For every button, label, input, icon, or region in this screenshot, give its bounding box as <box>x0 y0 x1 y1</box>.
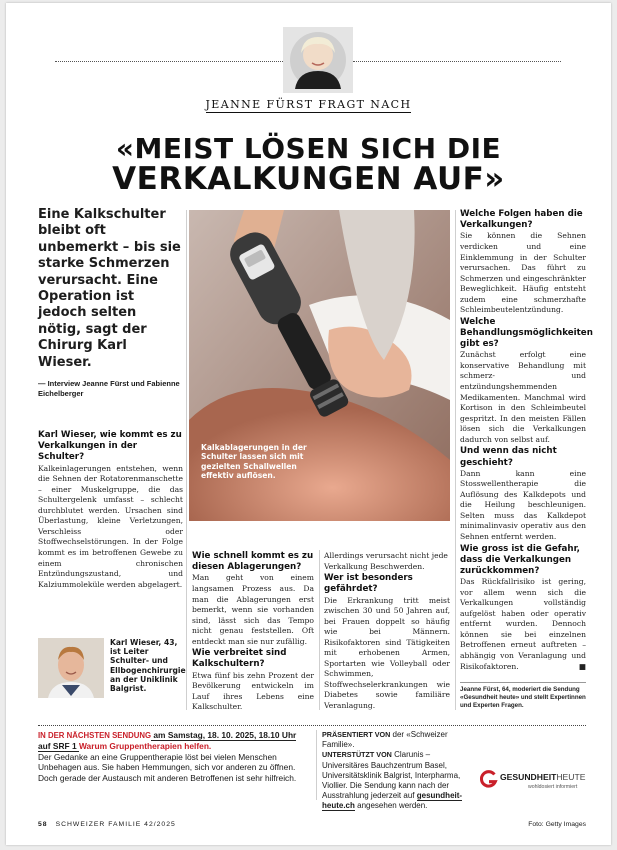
broadcast-topic: Warum Gruppentherapien helfen. <box>78 741 212 752</box>
column-divider <box>455 210 456 710</box>
question: Wie gross ist die Gefahr, dass die Verkalkungen zurückkommen? <box>460 543 580 576</box>
answer: Die Erkrankung tritt meist zwischen 30 und 50 Jahren auf, bei Frauen doppelt so häufig wie bei Männern. Risikofaktoren sind Tätigkeiten mit erhobenen Armen, Sportarten wie Volleyball oder Schwimmen, Stoffwechselerkrankungen wie Diabetes sowie familiäre Veranlagung. <box>324 595 450 710</box>
page-number: 58 <box>38 821 48 828</box>
photo-caption: Kalkablagerungen in der Schulter lassen sich mit gezielten Schallwellen effektiv auflösen. <box>201 443 307 481</box>
presented-by-value: der «Schweizer Familie». <box>322 730 448 750</box>
supported-by-value: Clarunis – Universitäres Bauchzentrum Basel, Universitätsklinik Balgrist, Interpharma, Viollier. Die Sendung kann nach der Ausstrahlung jederzeit auf <box>322 750 461 801</box>
logo-word-1: GESUNDHEIT <box>500 772 557 782</box>
answer: Man geht von einem langsamen Prozess aus. Da man die Ablagerungen erst bemerkt, wenn sie vorhanden sind, lässt sich das Tempo nicht genau feststellen. Oft entdeckt man sie nur zufällig. <box>192 573 314 646</box>
top-rule-right <box>353 61 561 62</box>
column-divider <box>319 550 320 710</box>
footer-divider <box>316 730 317 800</box>
photo-credit: Foto: Getty Images <box>528 821 586 828</box>
question: Und wenn das nicht geschieht? <box>460 446 557 468</box>
presented-by-label: PRÄSENTIERT VON <box>322 730 391 739</box>
logo-mark-icon <box>480 770 498 788</box>
bio-rule <box>460 682 586 683</box>
headline-line-1: «MEIST LÖSEN SICH DIE <box>115 132 502 165</box>
kicker: JEANNE FÜRST FRAGT NACH <box>205 98 412 111</box>
answer: Dann kann eine Stosswellentherapie die Auflösung des Kalkdepots und die Heilung beschleunigen. Selten muss das Kalkdepot minimalinvasiv operativ aus den Sehnen entfernt werden. <box>460 468 586 541</box>
column-divider <box>186 210 187 710</box>
lead-text: Eine Kalkschulter bleibt oft unbemerkt – bis sie starke Schmerzen verursacht. Eine Operation ist jedoch selten nötig, sagt der Chirurg Karl Wieser. <box>38 207 181 370</box>
next-broadcast-box <box>38 730 306 783</box>
answer <box>460 577 586 672</box>
footer-rule <box>38 725 586 726</box>
supported-by-label: UNTERSTÜTZT VON <box>322 750 392 760</box>
website-link[interactable]: gesundheit-heute.ch <box>322 791 463 811</box>
magazine-page <box>6 3 611 845</box>
magazine-issue: SCHWEIZER FAMILIE 42/2025 <box>55 821 176 828</box>
end-mark: ■ <box>578 661 586 671</box>
logo-word-2: HEUTE <box>556 772 586 782</box>
column-1 <box>38 430 183 591</box>
answer: Zunächst erfolgt eine konservative Behandlung mit schmerz- und entzündungshemmenden Medikamenten. Manchmal wird Kortison in den Schleimbeutel gespritzt. In den meisten Fällen lösen sich die Verkalkungen dadurch von selbst auf. <box>460 350 586 444</box>
logo-tagline: wohldosiert informiert <box>528 784 578 790</box>
author-credit: — Interview Jeanne Fürst und Fabienne Eichelberger <box>38 379 180 398</box>
answer-text: Das Rückfallrisiko ist gering, vor allem wenn sich die Verkalkungen vollständig aufgelöst haben oder operativ entfernt wurden. Dennoch können sie bei einzelnen Betroffenen erneut auftreten – abhängig von Veranlagung und Risikofaktoren. <box>460 577 586 671</box>
column-2 <box>192 551 314 714</box>
portrait-image <box>283 27 353 93</box>
question: Welche Behandlungsmöglichkeiten gibt es? <box>460 316 593 350</box>
supported-by-end: angesehen werden. <box>354 801 428 811</box>
headline <box>6 133 611 195</box>
expert-caption: Karl Wieser, 43, ist Leiter Schulter- und Ellbogenchirurgie an der Uniklinik Balgrist. <box>110 638 186 694</box>
expert-image <box>38 638 104 698</box>
expert-box <box>38 638 186 698</box>
folio <box>38 821 298 828</box>
question: Welche Folgen haben die Verkalkungen? <box>460 209 583 231</box>
broadcast-text: Der Gedanke an eine Gruppentherapie löst bei vielen Menschen Unbehagen aus. Sie haben Hemmungen, sich vor anderen zu öffnen. Doch gerade der Austausch mit anderen Betroffenen ist sehr hilfreich. <box>38 751 297 783</box>
top-rule-left <box>55 61 283 62</box>
logo-wordmark <box>500 772 585 782</box>
sponsor-box <box>322 730 477 812</box>
column-3 <box>324 551 450 713</box>
question: Wie schnell kommt es zu diesen Ablagerungen? <box>192 551 314 573</box>
author-portrait <box>283 27 353 93</box>
answer: Etwa fünf bis zehn Prozent der Bevölkerung entwickeln im Lauf ihres Lebens eine Kalkschulter. <box>192 670 314 712</box>
host-bio: Jeanne Fürst, 64, moderiert die Sendung «Gesundheit heute» und stellt Expertinnen und Experten Fragen. <box>460 686 586 709</box>
answer: Sie können die Sehnen verdicken und eine Einklemmung in der Schulter verursachen. Das führt zu Schmerzen und eingeschränkter Beweglichkeit. Häufig entsteht zudem eine schmerzhafte Schleimbeutelentzündung. <box>460 231 586 315</box>
gesundheit-heute-logo <box>480 768 590 800</box>
headline-line-2: VERKALKUNGEN AUF» <box>112 161 505 197</box>
question: Wie verbreitet sind Kalkschultern? <box>192 648 287 670</box>
question: Wer ist besonders gefährdet? <box>324 573 413 595</box>
question: Karl Wieser, wie kommt es zu Verkalkungen in der Schulter? <box>38 430 182 463</box>
answer: Allerdings verursacht nicht jede Verkalkung Beschwerden. <box>324 551 448 571</box>
column-4 <box>460 209 593 673</box>
answer: Kalkeinlagerungen entstehen, wenn die Sehnen der Rotatorenmanschette – einer Muskelgruppe, die das Schultergelenk umfasst – schlecht durchblutet werden. Ursachen sind Überlastung, kleine Verletzungen, Verschleiss oder Stoffwechselstörungen. In der Folge kommt es im betroffenen Gewebe zu einem chronischen Entzündungszustand, und Kalziummoleküle werden abgelagert. <box>38 463 183 589</box>
next-broadcast-label: IN DER NÄCHSTEN SENDUNG <box>38 731 152 740</box>
expert-portrait <box>38 638 104 698</box>
broadcast-date: am Samstag, 18. 10. 2025, 18.10 Uhr auf SRF 1 <box>38 730 297 752</box>
